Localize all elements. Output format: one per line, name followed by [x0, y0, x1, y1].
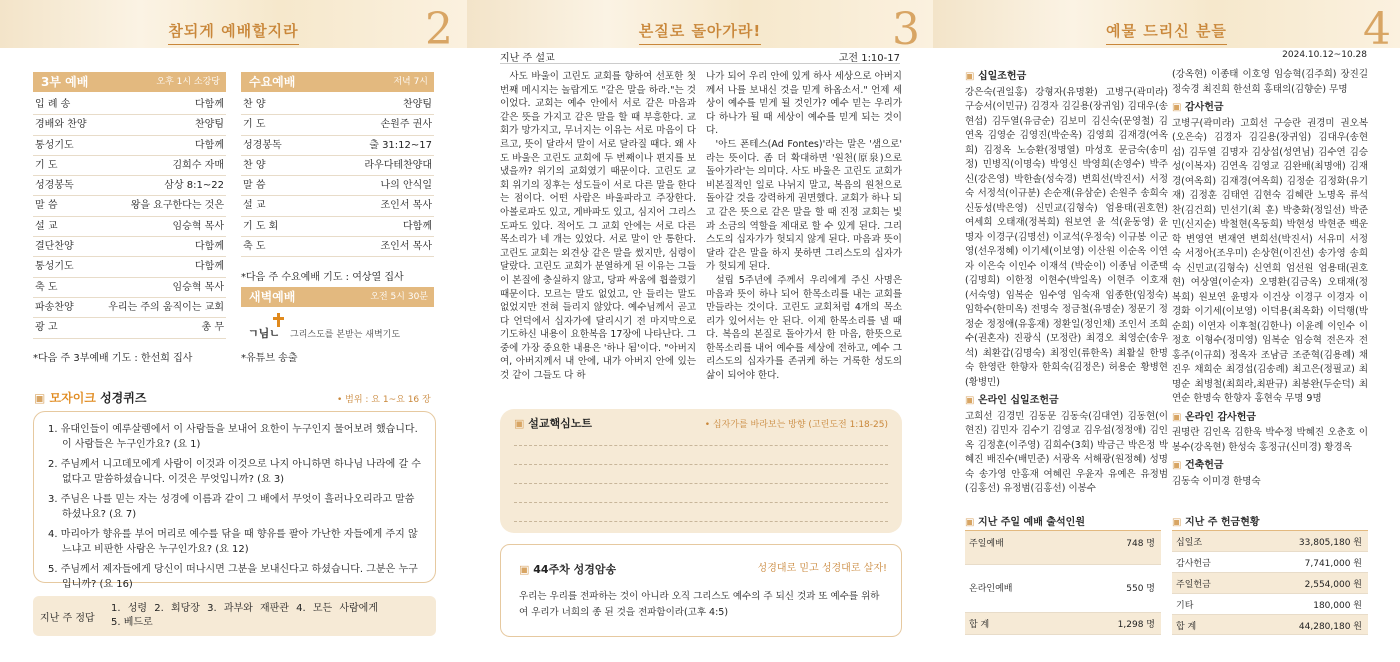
sermon-column-1: [500, 70, 696, 383]
order-row: [33, 115, 226, 135]
order-row: [33, 176, 226, 196]
order-row: [241, 156, 434, 176]
table-cell-value: 550 명: [1126, 584, 1155, 594]
order-row: [33, 237, 226, 257]
sermon-paragraph: 사도 바울이 고린도 교회를 향하여 선포한 첫 번째 메시지는 놀랍게도 "같은 말을 하라."는 것이었다. 교회는 예수 안에서 서로 같은 마음과 같은 뜻을 가지고 같은 말을 할 때 부흥한다. 교회가 망가지고, 무너지는 이유는 서로 마음이 다르고, 뜻이 달라서 말이 서로 달라질 때다. 왜 사도 바울은 고린도 교회에 두 번째이나 편지를 보냈을까? 위기의 교회였기 때문이다. 고린도 교회 위기의 징후는 성도들이 서로 다른 말을 한다는 점이다. 어떤 사람은 바울파라고 주장한다. 아볼로파도 있고, 게바파도 있고, 심지어 그리스도파도 있다. 적어도 그 교회 안에는 서로 다른 목소리가 네 개는 있었다. 서로 말이 안 통한다. 고린도 교회는 외견상 같은 말을 썼지만, 심령이 달랐다. 고린도 교회가 분열하게 된 이유는 그들이 본질에 충실하지 않고, 당파 싸움에 휩쓸렸기 때문이다. 모르는 말도 없었고, 안 들리는 말도 없었지만 전혀 들리지 않았다. 예수님께서 곧고다 언덕에서 십자가에 달리시기 전 마지막으로 기도하신 내용이 요한복음 17장에 나타난다. 그중에 가장 중요한 내용은 '하나 됨'이다. "아버지여, 아버지께서 내 안에, 내가 아버지 안에 있는 것 같이 그들도 다 하: [500, 71, 696, 382]
attendance-table: [965, 530, 1161, 635]
order-row: [33, 95, 226, 115]
table-row: [1172, 594, 1368, 615]
table-cell-value: 180,000 원: [1313, 601, 1362, 611]
memory-verse-title: 44주차 성경암송: [533, 563, 617, 576]
online-thanks-heading: [1172, 411, 1368, 426]
order-item-value: 다함께: [195, 261, 224, 273]
quiz-range: • 범위 : 요 1~요 16 장: [337, 395, 431, 405]
square-bullet-icon: ▣: [34, 391, 46, 405]
sermon-paragraph: '아드 폰테스(Ad Fontes)'라는 말은 '샘으로' 라는 뜻이다. 좀 더 확대하면 '원천(原泉)으로 돌아가라'는 의미다. 사도 바울은 고린도 교회가 비본질적인 일로 나뉘지 말고, 복음의 원천으로 돌아갈 것을 강력하게 권면했다. 교회가 하나 되고 같은 뜻으로 같은 말을 할 때 진정 교회는 빛과 소금의 역할을 제대로 할 수 있게 된다. 그리스도의 십자가가 헛되지 않게 된다. 마음과 뜻이 달라 같은 말을 하지 못하면 그리스도의 십자가가 헛되게 된다.: [706, 138, 902, 273]
square-bullet-icon: ▣: [1172, 517, 1182, 528]
memory-verse-heading: [519, 561, 616, 577]
quiz-box: [33, 411, 436, 590]
sermon-note-heading: [514, 415, 592, 431]
quiz-answer-box: [33, 596, 436, 636]
square-bullet-icon: ▣: [1172, 102, 1182, 113]
order-row: [241, 237, 434, 257]
page-number: 3: [892, 4, 920, 55]
page-offerings: [933, 0, 1400, 662]
attendance-heading: [965, 513, 1085, 528]
table-row: [1172, 531, 1368, 552]
table-cell-value: 2,554,000 원: [1304, 580, 1362, 590]
order-row: [241, 136, 434, 156]
table-cell-label: 주일예배: [969, 539, 1004, 549]
quiz-question: 5. 주님께서 제자들에게 당신이 떠나시면 그분을 보내신다고 하셨습니다. 그분은 누구입니까? (요 16): [48, 564, 418, 590]
order-row: [33, 136, 226, 156]
order-row: [33, 298, 226, 318]
order-item-value: 총 무: [201, 322, 224, 334]
building-heading: [1172, 459, 1368, 474]
online-tithe-names: 고희선 김경민 김동문 김동숙(김대연) 김동현(이현진) 김민자 김수기 김영교 김우섭(정정애) 김인옥 김정훈(이주영) 김희수(3회) 박금근 박은정 박혜진 배진수(배민준) 서광옥 서해광(원정혜) 성명숙 송가영 안홍재 여혜린 우윤자 유예은 유정범(김홍선) 유정범(김홍선) 이봉수: [965, 410, 1168, 494]
sermon-note-reference: • 십자가를 바라보는 방향 (고린도전 1:18-25): [704, 420, 888, 430]
sermon-note-box: [500, 409, 902, 533]
order-item-value: 삼상 8:1~22: [164, 180, 224, 192]
order-item-value: 찬양팀: [195, 119, 224, 131]
order-row: [241, 217, 434, 237]
online-thanks-names: 권명란 김인옥 김한욱 박수정 박혜진 오춘호 이봉수(강옥현) 한성숙 홍정규(신미경) 황경옥: [1172, 427, 1368, 453]
thanks-title: 감사헌금: [1184, 102, 1224, 113]
sermon-note-title: 설교핵심노트: [528, 417, 593, 430]
order-item-label: 기 도 회: [243, 220, 279, 232]
tithe-heading: [965, 70, 1168, 85]
offering-summary-table: [1172, 530, 1368, 635]
quiz-question: 4. 마리아가 향유를 부어 머리로 예수를 닦을 때 향유를 팔아 가난한 자들에게 주지 않느냐고 비판한 사람은 누구인가요? (요 12): [48, 529, 418, 555]
note-line: [514, 464, 888, 465]
dawn-note: *유튜브 송출: [241, 353, 298, 364]
offering-summary-title: 지난 주 헌금현황: [1184, 517, 1260, 528]
table-row: [965, 613, 1161, 635]
order-item-label: 말 씀: [243, 180, 266, 192]
tithe-names: 강은숙(권일홍) 강형자(유명환) 고병구(곽미라) 구승서(이민규) 김경자 김길용(장귀임) 김대우(송현섭) 김두열(유금순) 김보미 김신숙(문영철) 김연옥 김영순 김영진(박순옥) 김영희 김재경(여옥희) 김정옥 노승환(정명열) 마성호 문금숙(송미정) 민병직(이명숙) 박영신 박영희(손영수) 박주신(강은영) 박한솔(성숙경) 변희선(박진서) 서정숙 서정석(이규분) 손순재(유삼순) 손원주 송희숙 신동성(박은영) 신민교(김형숙) 엄용태(권호현) 여세희 오태재(정복희) 원보연 윤 석(윤동영) 윤명자 이경구(김명선) 이교석(우정숙) 이규봉 이군영(선우정혜) 이기세(이보영) 이산원 이순옥 이연자 이은숙 이인수 이재석 (박순이) 이종님 이준택(김명희) 이한정 이현수(박일옥) 이현주 이호재(서숙영) 임복순 임수영 임숙재 임종한(임정숙) 임학수(한미옥) 전명숙 정금철(유명순) 정문기 정정순 정정애(유홍재) 정환일(정인채) 조인서 조희수(권혼자) 진광식 (모정란) 최경오 최영순(송우석) 최환갑(김명숙) 최정인(류한옥) 최활실 한명숙 한영란 한향자 한희숙(김정은) 허용순 황병현(황병민): [965, 86, 1168, 388]
square-bullet-icon: ▣: [514, 417, 525, 430]
order-item-value: 왕을 요구한다는 것은: [130, 200, 224, 212]
thanks-heading: [1172, 101, 1368, 116]
order-item-label: 설 교: [243, 200, 266, 212]
memory-verse-text: 우리는 우리를 전파하는 것이 아니라 오직 그리스도 예수의 주 되신 것과 또 예수를 위하여 우리가 너희의 종 된 것을 전파함이라(고후 4:5): [519, 591, 880, 618]
table-cell-label: 십일조: [1176, 538, 1203, 548]
quiz-question: 1. 유대인들이 예루살렘에서 이 사람들을 보내어 요한이 누구인지 물어보려 했습니다. 이 사람들은 누구인가요? (요 1): [48, 424, 418, 450]
order-row: [33, 196, 226, 216]
table-row: [965, 565, 1161, 613]
table-row: [1172, 573, 1368, 594]
sermon-paragraph: 나가 되어 우리 안에 있게 하사 세상으로 아버지께서 나를 보내신 것을 믿게 하옵소서." 언제 세상이 예수를 믿게 될 것인가? 예수 믿는 우리가 다 하나가 될 때 세상이 예수를 믿게 되는 것이다.: [706, 71, 902, 137]
online-thanks-title: 온라인 감사헌금: [1184, 411, 1257, 423]
page-sermon: [467, 0, 933, 662]
order-item-label: 파송찬양: [35, 301, 74, 313]
service3-note: *다음 주 3부예배 기도 : 한선희 집사: [33, 353, 193, 364]
building-title: 건축헌금: [1184, 460, 1224, 471]
order-item-value: 임승혁 목사: [172, 281, 224, 293]
order-item-label: 찬 양: [243, 99, 266, 110]
quiz-answer-label: 지난 주 정답: [40, 613, 95, 624]
date-range: 2024.10.12~10.28: [1282, 50, 1367, 60]
order-row: [33, 217, 226, 237]
order-item-label: 축 도: [35, 281, 58, 293]
quiz-list: [48, 422, 423, 592]
thanks-names: 고병구(곽미라) 고희선 구승란 권경미 권오복(오은숙) 김경자 김길용(장귀임) 김대우(송현섭) 김두열 김명자 김상섭(성연님) 김수연 김승성(이복자) 김연옥 김영교 김완배(최명애) 김재경(여옥희) 김재경(여옥희) 김정순 김정화(유기재) 김정훈 김태연 김현숙 김혜란 노명옥 류석찬(김건희) 민선기(최 훈) 박충화(정일선) 박준민(신지순) 박철현(옥동희) 박현성 박현준 백운학 변영연 변재연 변희선(박진서) 서유미 서정숙 서정아(조우미) 손상현(이진선) 송가영 송희숙 신민교(김형숙) 신연희 엄선원 엄용태(권호현) 여상열(이순자) 오명환(김금옥) 오태재(정복희) 원보연 윤명자 이건상 이경구 이경자 이경화 이기세(이보영) 이덕용(최옥화) 이덕행(박순희) 이연자 이후철(김한나) 이윤례 이인수 이정호 이형수(정미영) 임복순 임승혁 전은자 전홍주(이규희) 정옥자 조남금 조준혁(김용례) 채진우 채희순 최경섭(김송례) 최고은(정필교) 최명순 최병철(최희라,최판규) 최봉완(두순덕) 최연순 한명숙 한향자 홍현숙 무명 9명: [1172, 117, 1368, 404]
cross-icon: [246, 311, 286, 341]
page-number: 2: [425, 4, 453, 55]
table-cell-label: 합 계: [969, 620, 990, 630]
banner: [0, 0, 467, 55]
offering-column-1: [965, 68, 1168, 497]
service3-header: [33, 72, 226, 92]
table-cell-value: 748 명: [1126, 539, 1155, 549]
building-names: 김동숙 이미경 한명숙: [1172, 475, 1261, 487]
note-line: [514, 521, 888, 522]
order-item-value: 조인서 목사: [380, 241, 432, 253]
page-number: 4: [1363, 4, 1391, 55]
square-bullet-icon: ▣: [965, 71, 975, 82]
quiz-question: 3. 주님은 나를 믿는 자는 성경에 이름과 같이 그 배에서 무엇이 흘러나오리라고 말씀하셨나요? (요 7): [48, 494, 415, 520]
quiz-title: 성경퀴즈: [100, 391, 147, 405]
offering-column-2: [1172, 68, 1368, 489]
tithe-title: 십일조헌금: [977, 71, 1027, 82]
order-row: [33, 257, 226, 277]
order-item-value: 우리는 주의 움직이는 교회: [108, 301, 224, 313]
order-item-label: 통성기도: [35, 139, 74, 151]
order-item-label: 입 례 송: [35, 99, 71, 110]
dawn-header: [241, 287, 434, 307]
quiz-answer-line: 1. 성령 2. 회당장 3. 과부와 재판관 4. 모든 사람에게: [111, 603, 378, 614]
order-item-label: 성경봉독: [35, 180, 74, 192]
order-item-label: 성경봉독: [243, 139, 282, 151]
sermon-column-2: [706, 70, 902, 383]
order-row: [241, 115, 434, 135]
wednesday-time: 저녁 7시: [393, 77, 428, 87]
order-item-value: 다함께: [195, 139, 224, 151]
order-item-value: 다함께: [195, 241, 224, 253]
order-item-label: 통성기도: [35, 261, 74, 273]
dawn-time: 오전 5시 30분: [370, 292, 428, 302]
square-bullet-icon: ▣: [1172, 460, 1182, 471]
square-bullet-icon: ▣: [519, 563, 530, 576]
order-item-value: 나의 안식일: [380, 180, 432, 192]
order-item-value: 조인서 목사: [380, 200, 432, 212]
note-line: [514, 502, 888, 503]
wednesday-title: 수요예배: [249, 75, 296, 89]
order-row: [33, 278, 226, 298]
order-item-label: 설 교: [35, 220, 58, 232]
service3-order-list: [33, 95, 226, 339]
order-row: [33, 318, 226, 338]
page-title: 예물 드리신 분들: [1106, 20, 1227, 45]
online-tithe-title: 온라인 십일조헌금: [977, 395, 1059, 406]
table-cell-label: 합 계: [1176, 622, 1197, 632]
square-bullet-icon: ▣: [1172, 411, 1182, 423]
square-bullet-icon: ▣: [965, 395, 975, 406]
dawn-logo: [246, 311, 434, 343]
memory-verse-box: [500, 544, 902, 637]
page-worship: [0, 0, 467, 662]
sermon-header: [500, 48, 900, 64]
order-item-value: 라우다테찬양대: [364, 159, 432, 171]
wednesday-note: *다음 주 수요예배 기도 : 여상열 집사: [241, 272, 404, 283]
order-item-label: 광 고: [35, 322, 58, 334]
tithe-names-continued: (강옥현) 이종태 이호영 임승혁(김주희) 장진길 정숙경 최진희 한선희 홍태의(김향순) 무명: [1172, 69, 1368, 95]
quiz-prefix: 모자이크: [49, 391, 96, 405]
sermon-paragraph: 설립 5주년에 주께서 우리에게 주신 사명은 마음과 뜻이 하나 되어 한목소리를 내는 교회를 만들라는 것이다. 고린도 교회처럼 4개의 목소리가 있어서는 안 된다. 이제 한목소리를 낼 때다. 복음의 본질로 돌아가서 한 마음, 한뜻으로 한목소리를 내어 예수를 세상에 전하고, 예수 그리스도의 십자가를 존귀케 하는 거룩한 성도의 삶이 되어야 한다.: [706, 274, 902, 382]
order-item-label: 기 도: [35, 159, 58, 171]
table-cell-label: 감사헌금: [1176, 559, 1211, 569]
sermon-reference: 고전 1:10-17: [838, 53, 900, 64]
order-item-value: 다함께: [195, 99, 224, 110]
dawn-title: 새벽예배: [249, 290, 296, 304]
offering-summary-heading: [1172, 513, 1260, 528]
quiz-question: 2. 주님께서 니고데모에게 사람이 이것과 이것으로 나지 아니하면 하나님 나라에 갈 수 없다고 말씀하셨습니다. 이것은 무엇입니까? (요 3): [48, 459, 421, 485]
service3-title: 3부 예배: [41, 75, 89, 89]
order-item-label: 경배와 찬양: [35, 119, 87, 131]
table-row: [965, 531, 1161, 565]
table-row: [1172, 552, 1368, 573]
table-cell-value: 1,298 명: [1117, 620, 1155, 630]
online-tithe-heading: [965, 394, 1168, 409]
order-row: [33, 156, 226, 176]
order-item-value: 다함께: [403, 220, 432, 232]
table-cell-value: 7,741,000 원: [1304, 559, 1362, 569]
sermon-label: 지난 주 설교: [500, 53, 555, 64]
order-item-value: 찬양팀: [403, 99, 432, 110]
service3-time: 오후 1시 소강당: [156, 77, 220, 87]
wednesday-header: [241, 72, 434, 92]
memory-verse-slogan: 성경대로 믿고 성경대로 살자!: [757, 563, 887, 574]
table-cell-value: 44,280,180 원: [1298, 622, 1362, 632]
page-title: 본질로 돌아가라!: [639, 20, 762, 45]
order-item-label: 찬 양: [243, 159, 266, 171]
order-item-value: 손원주 권사: [380, 119, 432, 131]
banner: [467, 0, 933, 55]
order-item-label: 기 도: [243, 119, 266, 131]
page-title: 참되게 예배할지라: [168, 20, 298, 45]
table-cell-label: 주일헌금: [1176, 580, 1211, 590]
table-row: [1172, 615, 1368, 635]
note-line: [514, 445, 888, 446]
order-row: [241, 176, 434, 196]
table-cell-label: 온라인예배: [969, 584, 1013, 594]
order-item-value: 임승혁 목사: [172, 220, 224, 232]
table-cell-label: 기타: [1176, 601, 1194, 611]
order-item-label: 축 도: [243, 241, 266, 253]
attendance-title: 지난 주일 예배 출석인원: [977, 517, 1085, 528]
svg-text:ㄱ님ㄴ: ㄱ님ㄴ: [248, 327, 280, 340]
order-row: [241, 95, 434, 115]
quiz-answer-line: 5. 베드로: [111, 617, 153, 628]
order-row: [241, 196, 434, 216]
order-item-label: 말 씀: [35, 200, 58, 212]
square-bullet-icon: ▣: [965, 517, 975, 528]
quiz-heading: [34, 389, 146, 406]
order-item-value: 김희수 자매: [172, 159, 224, 171]
order-item-label: 결단찬양: [35, 241, 74, 253]
note-line: [514, 483, 888, 484]
dawn-logo-text: 그리스도를 본받는 새벽기도: [290, 330, 401, 340]
wednesday-order-list: [241, 95, 434, 257]
order-item-value: 출 31:12~17: [369, 139, 432, 151]
table-cell-value: 33,805,180 원: [1298, 538, 1362, 548]
